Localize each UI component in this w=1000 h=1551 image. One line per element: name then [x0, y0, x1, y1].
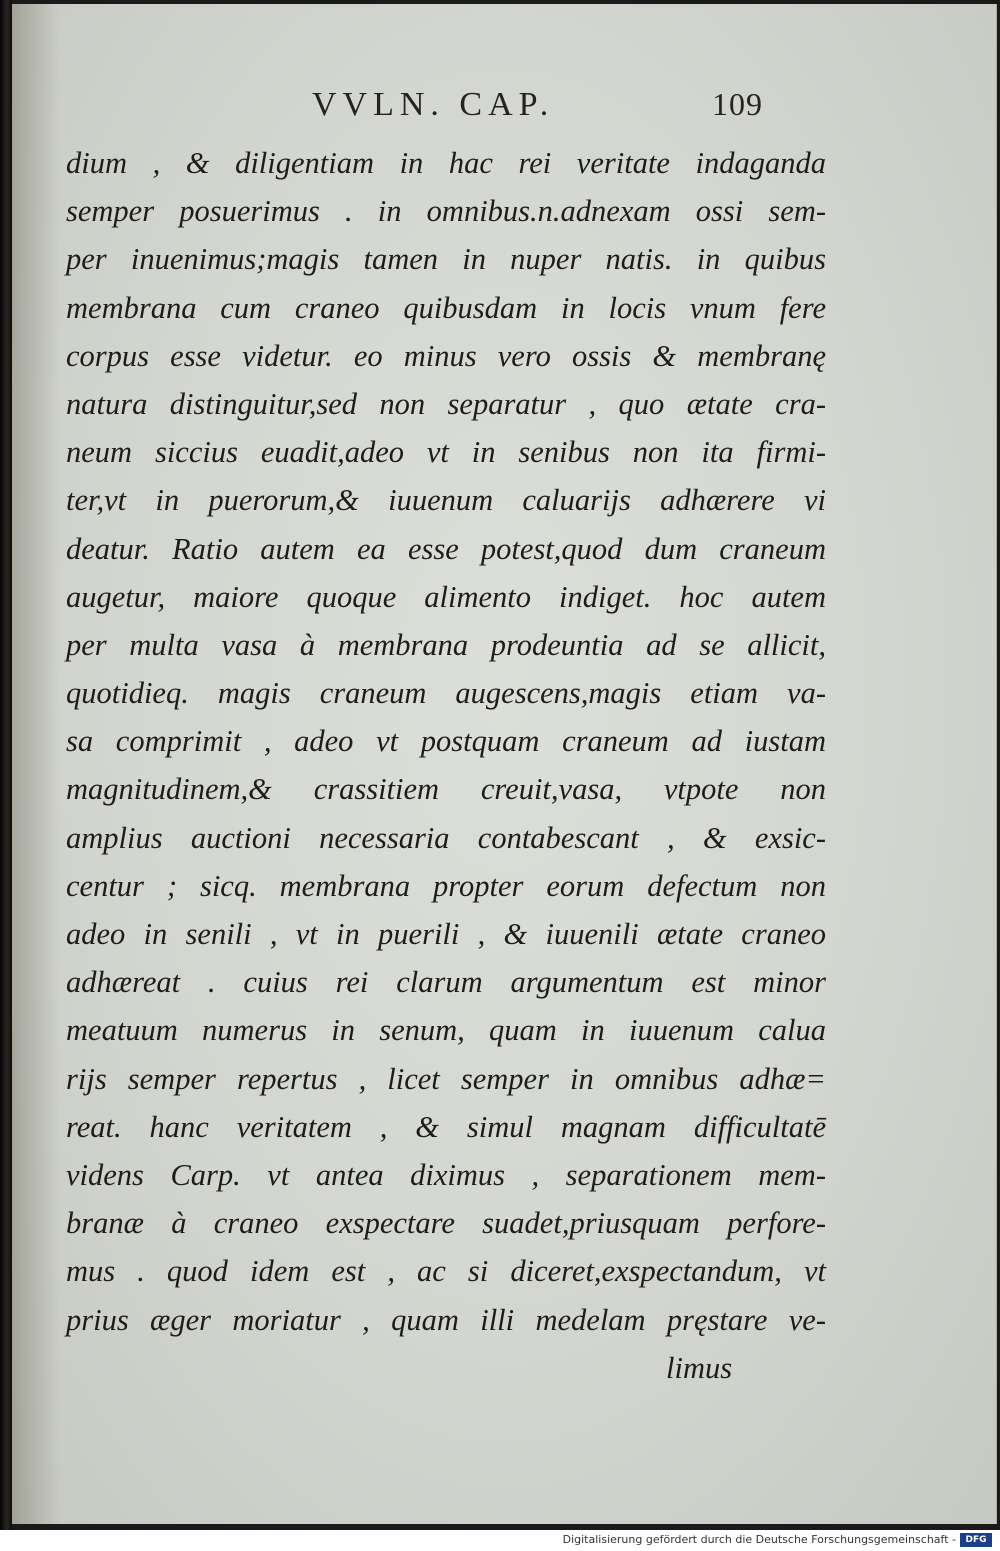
text-line: corpus esse videtur. eo minus vero ossis & membranę	[66, 338, 826, 373]
text-line: mus . quod idem est , ac si diceret,exspectandum, vt	[66, 1254, 826, 1289]
body-text	[66, 139, 826, 1392]
text-line: reat. hanc veritatem , & simul magnam difficultatē	[66, 1109, 826, 1144]
text-line: semper posuerimus . in omnibus.n.adnexam ossi sem-	[66, 194, 826, 229]
text-line: meatuum numerus in senum, quam in iuuenum calua	[66, 1013, 826, 1048]
text-line: prius æger moriatur , quam illi medelam pręstare ve-	[66, 1302, 826, 1337]
text-line: ter,vt in puerorum,& iuuenum caluarijs adhærere vi	[66, 483, 826, 518]
dfg-logo: DFG	[960, 1533, 992, 1547]
catchword: limus	[666, 1350, 733, 1385]
text-line: natura distinguitur,sed non separatur , quo ætate cra-	[66, 386, 826, 421]
running-head: VVLN. CAP.	[312, 86, 555, 123]
footer-bar	[0, 1530, 1000, 1551]
text-line: amplius auctioni necessaria contabescant , & exsic-	[66, 820, 826, 855]
text-line: magnitudinem,& crassitiem creuit,vasa, vtpote non	[66, 772, 826, 807]
text-line: neum siccius euadit,adeo vt in senibus non ita firmi-	[66, 435, 826, 470]
funding-credit: Digitalisierung gefördert durch die Deutsche Forschungsgemeinschaft -	[562, 1533, 956, 1546]
page-number: 109	[712, 86, 763, 122]
page-header	[12, 86, 996, 130]
text-line: sa comprimit , adeo vt postquam craneum ad iustam	[66, 724, 826, 759]
text-line: membrana cum craneo quibusdam in locis vnum fere	[66, 290, 826, 325]
text-line: adeo in senili , vt in puerili , & iuuenili ætate craneo	[66, 917, 826, 951]
text-line: centur ; sicq. membrana propter eorum defectum non	[66, 868, 826, 903]
text-line: augetur, maiore quoque alimento indiget. hoc autem	[66, 579, 826, 614]
text-line: branæ à craneo exspectare suadet,priusquam perfore-	[66, 1206, 826, 1241]
text-line: rijs semper repertus , licet semper in omnibus adhæ=	[66, 1061, 826, 1096]
text-line: per inuenimus;magis tamen in nuper natis. in quibus	[66, 242, 826, 277]
text-line: per multa vasa à membrana prodeuntia ad se allicit,	[66, 627, 826, 662]
book-page	[12, 4, 997, 1524]
book-binding-edge	[0, 0, 12, 1530]
text-line: quotidieq. magis craneum augescens,magis etiam va-	[66, 676, 826, 711]
text-line: adhæreat . cuius rei clarum argumentum est minor	[66, 965, 826, 1000]
text-line: dium , & diligentiam in hac rei veritate indaganda	[66, 146, 826, 180]
text-line: videns Carp. vt antea diximus , separationem mem-	[66, 1157, 826, 1192]
text-line: deatur. Ratio autem ea esse potest,quod dum craneum	[66, 531, 826, 566]
